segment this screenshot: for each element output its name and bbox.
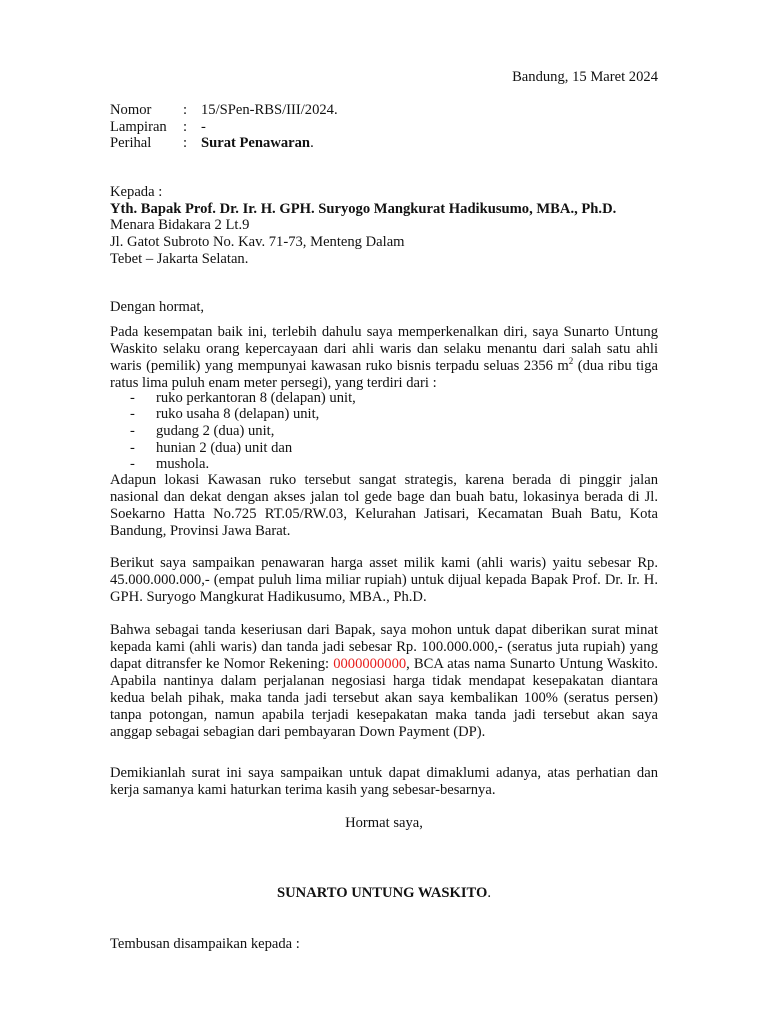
meta-value: 15/SPen-RBS/III/2024.: [201, 102, 338, 118]
bullet-dash: -: [130, 406, 135, 422]
list-item-text: ruko usaha 8 (delapan) unit,: [156, 406, 320, 422]
signer-period: .: [487, 885, 491, 901]
meta-colon: :: [183, 135, 188, 151]
subject-period: .: [310, 135, 314, 151]
meta-value: [201, 135, 314, 152]
meta-label: Nomor: [110, 102, 152, 118]
meta-label: Lampiran: [110, 119, 167, 135]
paragraph-deposit: [110, 622, 658, 741]
list-item-text: mushola.: [156, 456, 210, 472]
bullet-dash: -: [130, 423, 135, 439]
greeting: Dengan hormat,: [110, 299, 205, 315]
paragraph-intro-text: Pada kesempatan baik ini, terlebih dahulu saya memperkenalkan diri, saya Sunarto Untung Waskito selaku orang kepercayaan dari ahli waris dan selaku menantu dari salah satu ahli waris (pemilik) yang mempunyai kawasan ruko bisnis terpadu seluas 2356 m: [110, 324, 658, 374]
signer-name: [0, 885, 768, 902]
bullet-dash: -: [130, 440, 135, 456]
meta-label: Perihal: [110, 135, 152, 151]
paragraph-offer: Berikut saya sampaikan penawaran harga asset milik kami (ahli waris) yaitu sebesar Rp. 45.000.000.000,- (empat puluh lima miliar rupiah) untuk dijual kepada Bapak Prof. Dr. Ir. H. GPH. Suryogo Mangkurat Hadikusumo, MBA., Ph.D.: [110, 555, 658, 605]
recipient-to: Kepada :: [110, 184, 163, 200]
paragraph-location: Adapun lokasi Kawasan ruko tersebut sangat strategis, karena berada di pinggir jalan nasional dan dekat dengan akses jalan tol gede bage dan buah batu, lokasinya berada di Jl. Soekarno Hatta No.725 RT.05/RW.03, Kelurahan Jatisari, Kecamatan Buah Batu, Kota Bandung, Provinsi Jawa Barat.: [110, 472, 658, 539]
paragraph-intro: [110, 324, 658, 392]
letter-date: Bandung, 15 Maret 2024: [512, 69, 658, 85]
signer-name-text: SUNARTO UNTUNG WASKITO: [277, 885, 488, 901]
closing-salutation: Hormat saya,: [345, 815, 423, 831]
paragraph-closing: Demikianlah surat ini saya sampaikan untuk dapat dimaklumi adanya, atas perhatian dan kerja samanya kami haturkan terima kasih yang sebesar-besarnya.: [110, 765, 658, 798]
recipient-address-1: Menara Bidakara 2 Lt.9: [110, 217, 250, 233]
bullet-dash: -: [130, 456, 135, 472]
bullet-dash: -: [130, 390, 135, 406]
account-number: 0000000000: [333, 656, 407, 672]
paragraph-intro-tail: (dua ribu tiga ratus lima puluh enam meter persegi), yang terdiri dari :: [110, 358, 658, 391]
meta-colon: :: [183, 119, 188, 135]
list-item-text: ruko perkantoran 8 (delapan) unit,: [156, 390, 356, 406]
meta-colon: :: [183, 102, 188, 118]
recipient-address-3: Tebet – Jakarta Selatan.: [110, 251, 249, 267]
paragraph-deposit-text: Bahwa sebagai tanda keseriusan dari Bapak, saya mohon untuk dapat diberikan surat minat kepada kami (ahli waris) dan tanda jadi sebesar Rp. 100.000.000,- (seratus juta rupiah) yang dapat ditransfer ke Nomor Rekening:: [110, 622, 658, 672]
cc-heading: Tembusan disampaikan kepada :: [110, 936, 300, 952]
recipient-address-2: Jl. Gatot Subroto No. Kav. 71-73, Menteng Dalam: [110, 234, 405, 250]
meta-value: -: [201, 119, 206, 135]
superscript-2: 2: [568, 356, 574, 367]
list-item-text: hunian 2 (dua) unit dan: [156, 440, 293, 456]
subject-text: Surat Penawaran: [201, 135, 311, 151]
list-item-text: gudang 2 (dua) unit,: [156, 423, 275, 439]
paragraph-deposit-tail: , BCA atas nama Sunarto Untung Waskito. Apabila nantinya dalam perjalanan negosiasi harga tidak mendapat kesepakatan diantara kedua belah pihak, maka tanda jadi tersebut akan saya kembalikan 100% (seratus persen) tanpa potongan, namun apabila terjadi kesepakatan maka tanda jadi tersebut akan saya anggap sebagai sebagian dari pembayaran Down Payment (DP).: [110, 656, 658, 740]
recipient-name: Yth. Bapak Prof. Dr. Ir. H. GPH. Suryogo Mangkurat Hadikusumo, MBA., Ph.D.: [110, 201, 617, 217]
